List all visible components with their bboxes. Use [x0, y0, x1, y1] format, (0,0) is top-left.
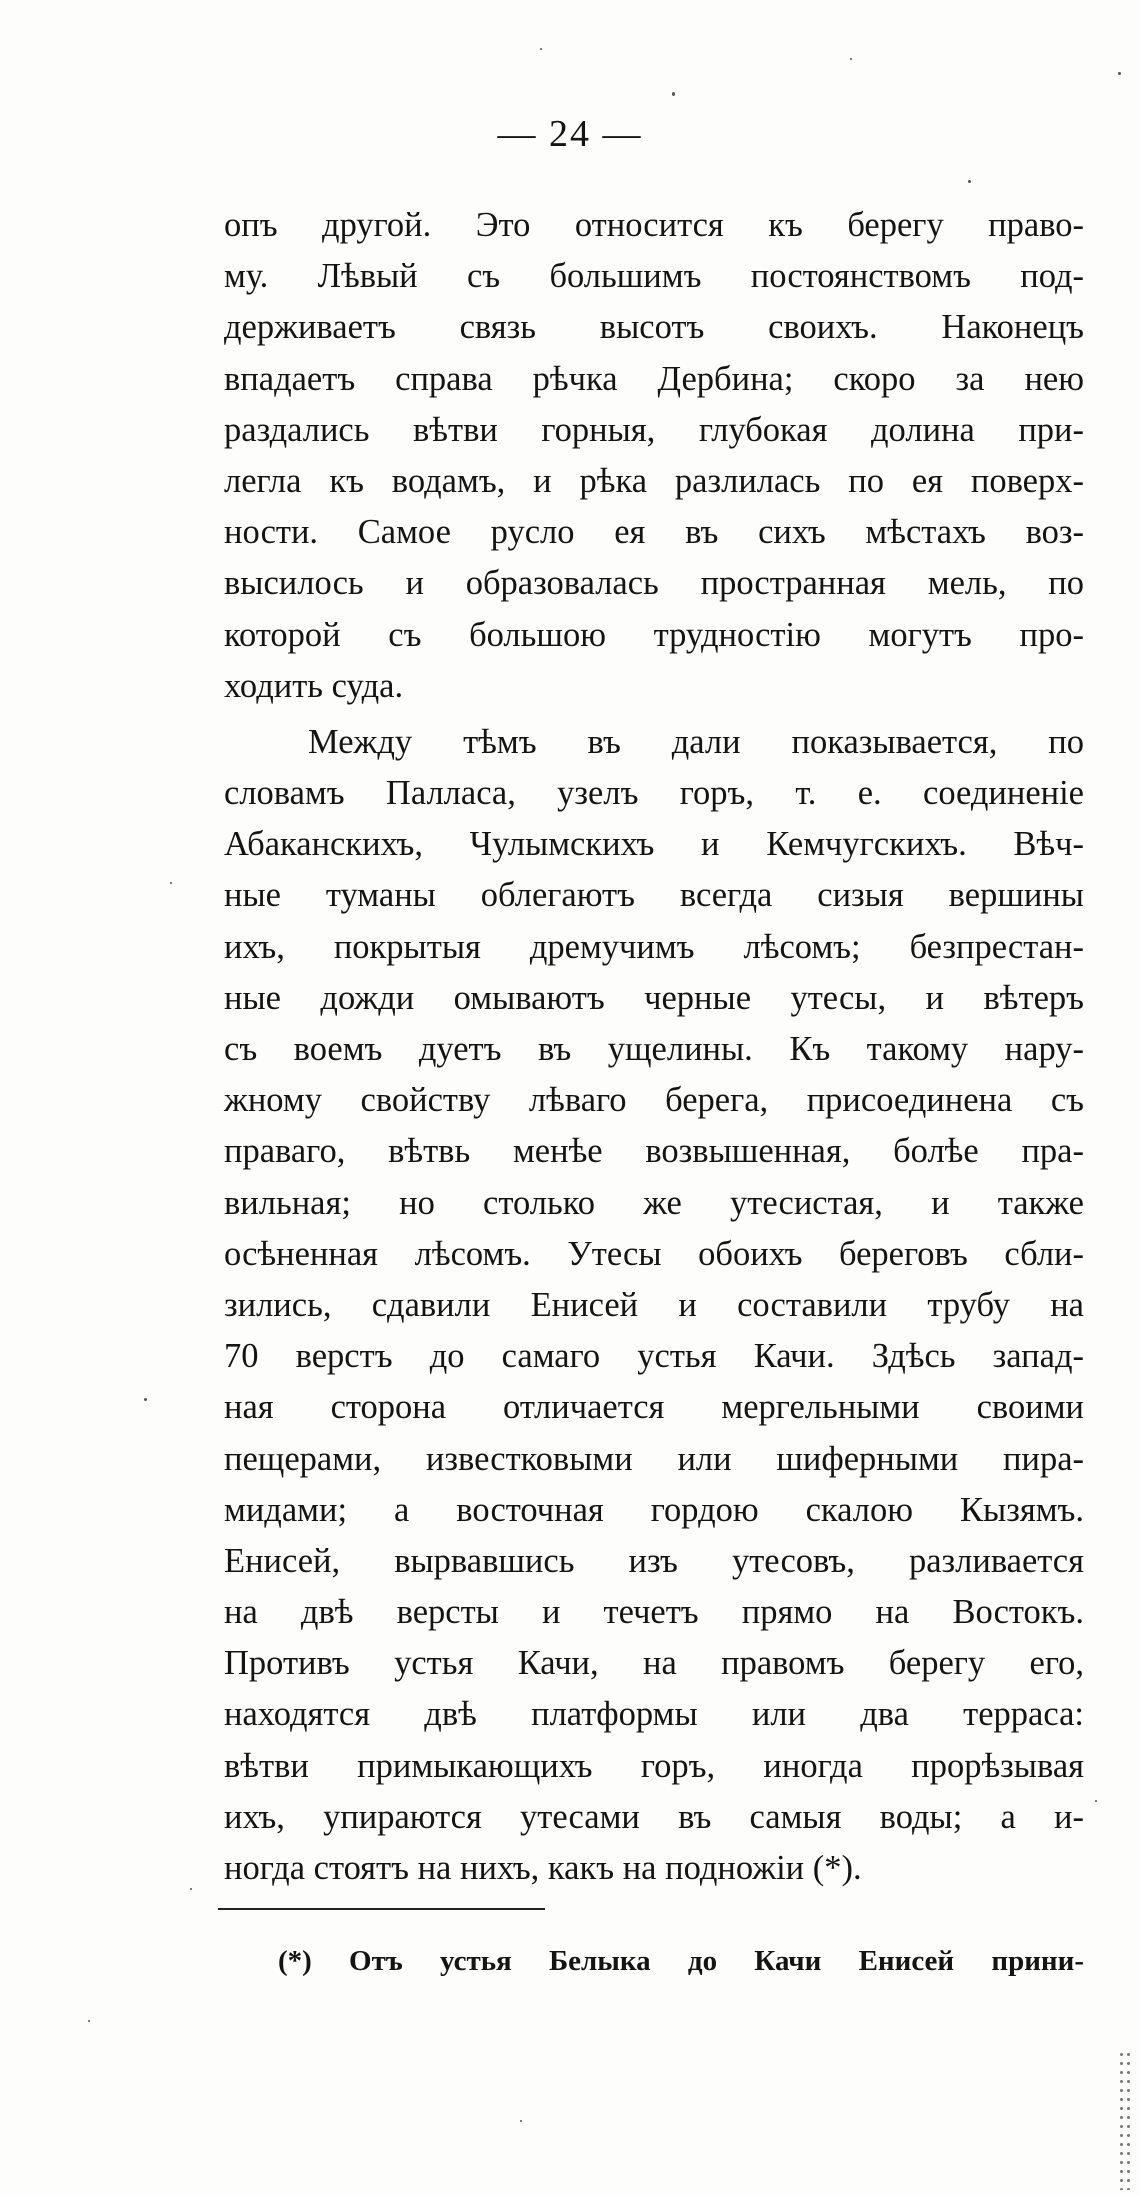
- text-line: словамъ Палласа, узелъ горъ, т. е. соединеніе: [224, 774, 1084, 813]
- text-line: находятся двѣ платформы или два терраса:: [224, 1695, 1084, 1734]
- page-number: — 24 —: [497, 113, 643, 155]
- text-line: ные туманы облегаютъ всегда сизыя вершины: [224, 876, 1084, 915]
- text-line: му. Лѣвый съ большимъ постоянствомъ под-: [224, 257, 1084, 296]
- text-line: высилось и образовалась пространная мель, по: [224, 564, 1084, 603]
- text-line: раздались вѣтви горныя, глубокая долина при-: [224, 410, 1084, 449]
- scan-speck: [968, 180, 971, 183]
- text-line: впадаетъ справа рѣчка Дербина; скоро за нею: [224, 359, 1084, 398]
- footnote-divider: [218, 1908, 545, 1910]
- scan-speck: [540, 48, 542, 50]
- text-line: ихъ, упираются утесами въ самыя воды; а и-: [224, 1797, 1084, 1836]
- text-line: ные дожди омываютъ черные утесы, и вѣтеръ: [224, 978, 1084, 1017]
- scan-speck: [1118, 72, 1121, 75]
- text-line: Енисей, вырвавшись изъ утесовъ, разливается: [224, 1541, 1084, 1580]
- scan-speck: [672, 92, 675, 96]
- text-line: ходить суда.: [224, 666, 404, 705]
- text-line: на двѣ версты и течетъ прямо на Востокъ.: [224, 1593, 1084, 1632]
- text-line: праваго, вѣтвь менѣе возвышенная, болѣе пра-: [224, 1132, 1084, 1171]
- paragraph: [224, 200, 1084, 712]
- text-line: Абаканскихъ, Чулымскихъ и Кемчугскихъ. Вѣч-: [224, 825, 1084, 864]
- text-line: съ воемъ дуетъ въ ущелины. Къ такому нару-: [224, 1030, 1084, 1068]
- text-line: опъ другой. Это относится къ берегу право-: [224, 206, 1084, 244]
- scan-edge-marks: [1118, 2050, 1132, 2190]
- text-line: Между тѣмъ въ дали показывается, по: [308, 722, 1084, 761]
- text-line: пещерами, известковыми или шиферными пира-: [224, 1439, 1084, 1478]
- scan-speck: [88, 2020, 90, 2022]
- text-line: ная сторона отличается мергельными своими: [224, 1388, 1084, 1427]
- scan-speck: [520, 2120, 522, 2122]
- text-line: жному свойству лѣваго берега, присоединена съ: [224, 1081, 1084, 1120]
- text-line: мидами; а восточная гордою скалою Кызямъ.: [224, 1490, 1084, 1529]
- text-line: зились, сдавили Енисей и составили трубу на: [224, 1285, 1084, 1324]
- body-text: [224, 200, 1084, 1894]
- text-line: осѣненная лѣсомъ. Утесы обоихъ береговъ сбли-: [224, 1234, 1084, 1273]
- scan-speck: [170, 882, 172, 884]
- text-line: легла къ водамъ, и рѣка разлилась по ея поверх-: [224, 461, 1084, 500]
- text-line: вѣтви примыкающихъ горъ, иногда прорѣзывая: [224, 1746, 1084, 1785]
- text-line: Противъ устья Качи, на правомъ берегу его,: [224, 1644, 1084, 1683]
- scan-speck: [144, 1398, 147, 1401]
- scan-speck: [190, 1888, 192, 1890]
- scan-speck: [1095, 1800, 1097, 1802]
- text-line: ихъ, покрытыя дремучимъ лѣсомъ; безпрестан-: [224, 927, 1084, 966]
- text-line: ности. Самое русло ея въ сихъ мѣстахъ воз-: [224, 513, 1084, 552]
- text-line: ногда стоятъ на нихъ, какъ на подножіи (*).: [224, 1849, 862, 1887]
- footnote: (*) Отъ устья Белыка до Качи Енисей прини-: [278, 1945, 1084, 1977]
- text-line: 70 верстъ до самаго устья Качи. Здѣсь запад-: [224, 1337, 1084, 1376]
- text-line: держиваетъ связь высотъ своихъ. Наконецъ: [224, 308, 1084, 347]
- text-line: которой съ большою трудностію могутъ про-: [224, 615, 1084, 654]
- scan-speck: [850, 58, 852, 60]
- text-line: вильная; но столько же утесистая, и также: [224, 1183, 1084, 1222]
- paragraph: [224, 717, 1084, 1894]
